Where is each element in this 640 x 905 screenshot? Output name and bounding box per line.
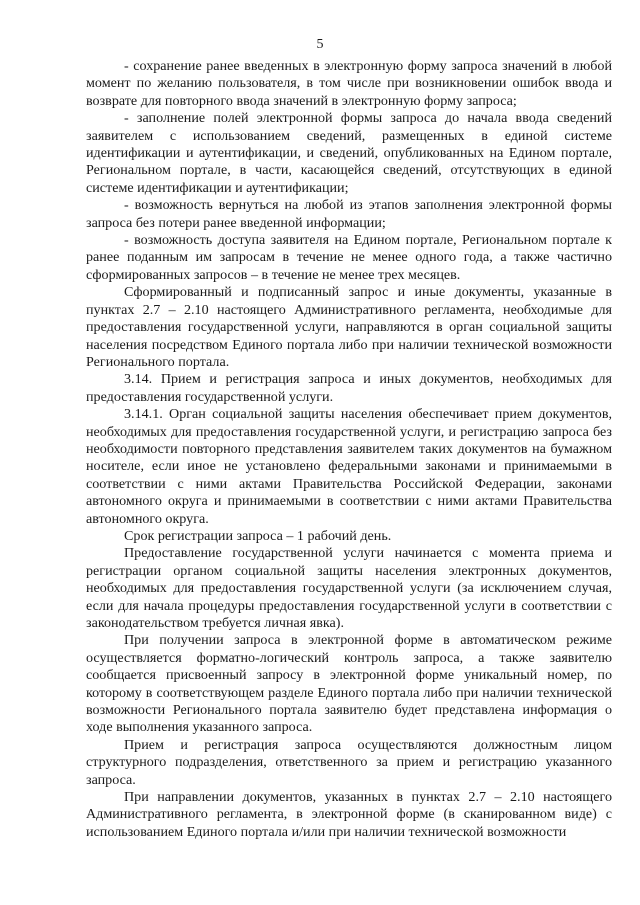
paragraph-service-start: Предоставление государственной услуги начинается с момента приема и регистрации органом социальной защиты населения электронных документов, необходимых для предоставления государственной услуги (за исключением случая, если для начала процедуры предоставления государственной услуги в соответствии с законодательством требуется личная явка). <box>86 545 612 631</box>
section-heading-3-14: 3.14. Прием и регистрация запроса и иных документов, необходимых для предоставления государственной услуги. <box>86 371 612 405</box>
paragraph-list-item-return-to-step: - возможность вернуться на любой из этапов заполнения электронной формы запроса без потери ранее введенной информации; <box>86 197 612 231</box>
paragraph-responsible-official: Прием и регистрация запроса осуществляются должностным лицом структурного подразделения, ответственного за прием и регистрацию указанного запроса. <box>86 736 612 788</box>
paragraph-list-item-save-values: - сохранение ранее введенных в электронную форму запроса значений в любой момент по желанию пользователя, в том числе при возникновении ошибок ввода и возврате для повторного ввода значений в электронную форму запроса; <box>86 58 612 109</box>
paragraph-scanned-documents: При направлении документов, указанных в пунктах 2.7 – 2.10 настоящего Административного регламента, в электронной форме (в сканированном виде) с использованием Единого портала и/или при наличии технической возможности <box>86 789 612 840</box>
paragraph-submission: Сформированный и подписанный запрос и иные документы, указанные в пунктах 2.7 – 2.10 настоящего Административного регламента, необходимые для предоставления государственной услуги, направляются в орган социальной защиты населения посредством Единого портала либо при наличии технической возможности Регионального портала. <box>86 284 612 370</box>
paragraph-electronic-receipt: При получении запроса в электронной форме в автоматическом режиме осуществляется форматно-логический контроль запроса, а также заявителю сообщается присвоенный запросу в электронной форме уникальный номер, по которому в соответствующем разделе Единого портала либо при наличии технической возможности Регионального портала заявителю будет представлена информация о ходе выполнения указанного запроса. <box>86 632 612 736</box>
paragraph-registration-term: Срок регистрации запроса – 1 рабочий день. <box>124 527 392 544</box>
paragraph-list-item-access-requests: - возможность доступа заявителя на Едином портале, Региональном портале к ранее поданным им запросам в течение не менее одного года, а также частично сформированных запросов – в течение не менее трех месяцев. <box>86 232 612 283</box>
page-number: 5 <box>316 37 324 52</box>
document-body <box>86 58 612 841</box>
paragraph-list-item-prefill-fields: - заполнение полей электронной формы запроса до начала ввода сведений заявителем с использованием сведений, размещенных в единой системе идентификации и аутентификации, и сведений, опубликованных на Едином портале, Региональном портале, в части, касающейся сведений, отсутствующих в единой системе идентификации и аутентификации; <box>86 110 612 196</box>
paragraph-3-14-1: 3.14.1. Орган социальной защиты населения обеспечивает прием документов, необходимых для предоставления государственной услуги, и регистрацию запроса без необходимости повторного представления заявителем таких документов на бумажном носителе, если иное не установлено федеральными законами и принимаемыми в соответствии с ними актами Правительства Российской Федерации, законами автономного округа и принимаемыми в соответствии с ними актами Правительства автономного округа. <box>86 406 612 527</box>
